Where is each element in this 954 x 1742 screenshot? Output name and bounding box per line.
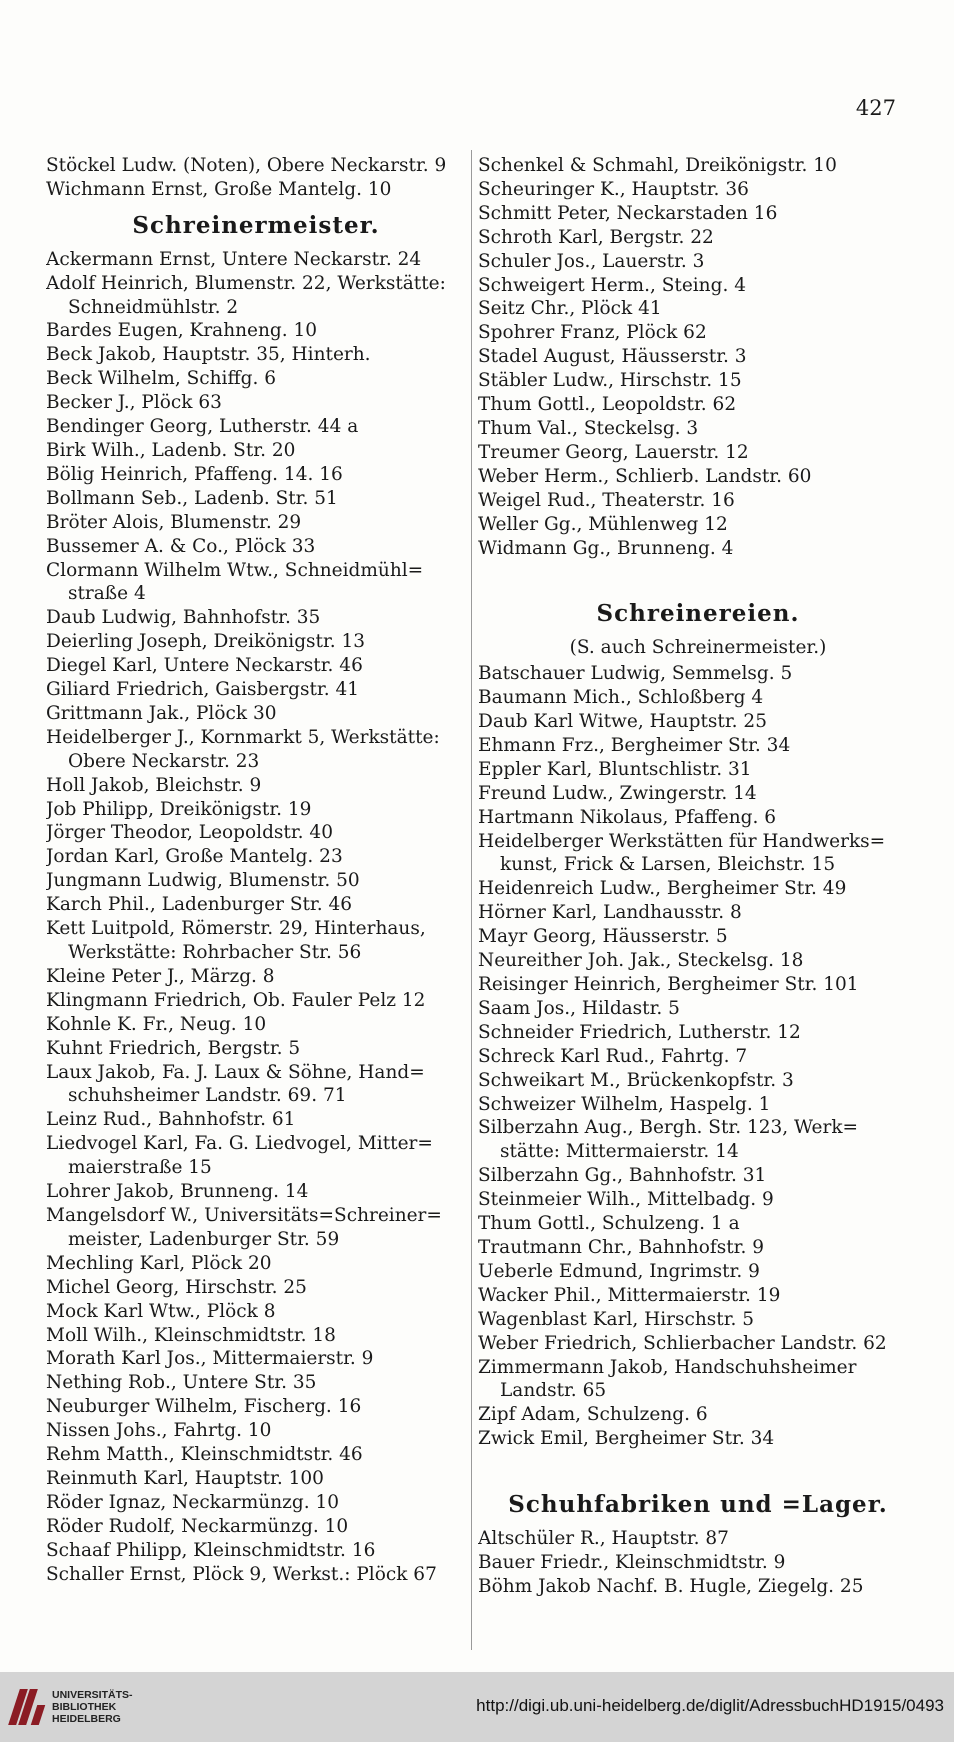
directory-entry: Steinmeier Wilh., Mittelbadg. 9: [478, 1189, 774, 1211]
directory-entry: Scheuringer K., Hauptstr. 36: [478, 178, 749, 200]
directory-entry: Weber Herm., Schlierb. Landstr. 60: [478, 465, 812, 487]
directory-entry: Schweizer Wilhelm, Haspelg. 1: [478, 1093, 771, 1115]
directory-entry: Mock Karl Wtw., Plöck 8: [46, 1300, 276, 1322]
directory-entry: Diegel Karl, Untere Neckarstr. 46: [46, 655, 363, 677]
section-heading: Schuhfabriken und =Lager.: [508, 1491, 888, 1519]
directory-entry: Treumer Georg, Lauerstr. 12: [478, 441, 749, 463]
directory-entry: Becker J., Plöck 63: [46, 392, 222, 414]
directory-entry: Grittmann Jak., Plöck 30: [46, 702, 277, 724]
directory-entry: Adolf Heinrich, Blumenstr. 22, Werkstätte:: [46, 272, 446, 294]
directory-entry-continuation: kunst, Frick & Larsen, Bleichstr. 15: [500, 854, 836, 876]
directory-entry: Jordan Karl, Große Mantelg. 23: [46, 846, 343, 868]
directory-entry: Michel Georg, Hirschstr. 25: [46, 1276, 307, 1298]
directory-entry: Weber Friedrich, Schlierbacher Landstr. 62: [478, 1332, 887, 1354]
directory-entry: Stäbler Ludw., Hirschstr. 15: [478, 370, 742, 392]
directory-entry: Schaller Ernst, Plöck 9, Werkst.: Plöck 67: [46, 1563, 437, 1585]
directory-entry: Zwick Emil, Bergheimer Str. 34: [478, 1428, 775, 1450]
directory-entry: Kleine Peter J., Märzg. 8: [46, 965, 275, 987]
directory-entry: Bardes Eugen, Krahneng. 10: [46, 320, 318, 342]
directory-entry: Thum Val., Steckelsg. 3: [478, 417, 699, 439]
left-column: [46, 154, 466, 1586]
directory-entry: Jörger Theodor, Leopoldstr. 40: [46, 822, 333, 844]
directory-entry-continuation: Werkstätte: Rohrbacher Str. 56: [68, 942, 362, 963]
directory-entry: Job Philipp, Dreikönigstr. 19: [46, 798, 312, 820]
directory-entry: Stadel August, Häusserstr. 3: [478, 346, 747, 368]
directory-entry: Wagenblast Karl, Hirschstr. 5: [478, 1308, 755, 1330]
directory-entry: Giliard Friedrich, Gaisbergstr. 41: [46, 679, 360, 701]
directory-entry: Lohrer Jakob, Brunneng. 14: [46, 1181, 309, 1203]
directory-entry: Widmann Gg., Brunneng. 4: [478, 537, 734, 559]
university-logo-icon: [12, 1685, 42, 1729]
directory-entry: Schweigert Herm., Steing. 4: [478, 274, 746, 296]
directory-entry: Seitz Chr., Plöck 41: [478, 298, 662, 320]
directory-entry: Laux Jakob, Fa. J. Laux & Söhne, Hand=: [46, 1061, 425, 1083]
directory-entry: Heidelberger Werkstätten für Handwerks=: [478, 830, 886, 852]
directory-entry: Reisinger Heinrich, Bergheimer Str. 101: [478, 974, 859, 995]
directory-entry: Neureither Joh. Jak., Steckelsg. 18: [478, 950, 804, 972]
directory-entry: Schenkel & Schmahl, Dreikönigstr. 10: [478, 155, 837, 176]
source-url-link[interactable]: http://digi.ub.uni-heidelberg.de/diglit/AdressbuchHD1915/0493: [476, 1696, 944, 1715]
directory-entry: Silberzahn Gg., Bahnhofstr. 31: [478, 1165, 767, 1187]
section-gap: [478, 1451, 918, 1481]
directory-entry: Eppler Karl, Bluntschlistr. 31: [478, 758, 752, 780]
directory-entry: Kohnle K. Fr., Neug. 10: [46, 1013, 267, 1035]
directory-entry: Daub Ludwig, Bahnhofstr. 35: [46, 607, 321, 629]
directory-entry: Leinz Rud., Bahnhofstr. 61: [46, 1109, 296, 1131]
directory-entry: Schaaf Philipp, Kleinschmidtstr. 16: [46, 1539, 376, 1561]
directory-entry: Ehmann Frz., Bergheimer Str. 34: [478, 734, 791, 756]
directory-entry: Zimmermann Jakob, Handschuhsheimer: [478, 1356, 857, 1378]
section-heading: Schreinermeister.: [132, 211, 380, 239]
directory-entry: Hörner Karl, Landhausstr. 8: [478, 902, 742, 924]
directory-entry: Reinmuth Karl, Hauptstr. 100: [46, 1467, 324, 1489]
directory-entry: Zipf Adam, Schulzeng. 6: [478, 1404, 708, 1426]
directory-entry: Schmitt Peter, Neckarstaden 16: [478, 202, 778, 224]
directory-entry: Heidenreich Ludw., Bergheimer Str. 49: [478, 878, 847, 900]
directory-entry: Röder Rudolf, Neckarmünzg. 10: [46, 1515, 349, 1537]
library-name: UNIVERSITÄTS- BIBLIOTHEK HEIDELBERG: [52, 1689, 133, 1725]
directory-entry: Freund Ludw., Zwingerstr. 14: [478, 782, 757, 804]
directory-entry: Trautmann Chr., Bahnhofstr. 9: [478, 1236, 764, 1258]
directory-entry: Birk Wilh., Ladenb. Str. 20: [46, 439, 296, 461]
directory-entry: Saam Jos., Hildastr. 5: [478, 997, 680, 1019]
directory-entry: Mangelsdorf W., Universitäts=Schreiner=: [46, 1204, 442, 1226]
directory-entry: Schroth Karl, Bergstr. 22: [478, 226, 714, 248]
directory-entry: Schuler Jos., Lauerstr. 3: [478, 250, 705, 272]
directory-entry: Spohrer Franz, Plöck 62: [478, 322, 707, 344]
page-number: 427: [855, 96, 896, 120]
directory-entry: Neuburger Wilhelm, Fischerg. 16: [46, 1396, 362, 1418]
directory-entry: Wichmann Ernst, Große Mantelg. 10: [46, 178, 392, 200]
directory-entry: Röder Ignaz, Neckarmünzg. 10: [46, 1491, 340, 1513]
directory-entry: Weller Gg., Mühlenweg 12: [478, 513, 728, 535]
directory-entry: Morath Karl Jos., Mittermaierstr. 9: [46, 1348, 374, 1370]
directory-entry: Bauer Friedr., Kleinschmidtstr. 9: [478, 1551, 786, 1573]
directory-entry: Karch Phil., Ladenburger Str. 46: [46, 894, 353, 916]
directory-entry-continuation: stätte: Mittermaierstr. 14: [500, 1141, 739, 1163]
directory-entry: Hartmann Nikolaus, Pfaffeng. 6: [478, 806, 776, 828]
directory-entry: Heidelberger J., Kornmarkt 5, Werkstätte:: [46, 726, 440, 748]
directory-entry: Bölig Heinrich, Pfaffeng. 14. 16: [46, 463, 343, 485]
directory-entry: Wacker Phil., Mittermaierstr. 19: [478, 1284, 781, 1306]
directory-entry-continuation: Obere Neckarstr. 23: [68, 750, 260, 772]
directory-entry: Thum Gottl., Leopoldstr. 62: [478, 394, 737, 416]
directory-entry: Clormann Wilhelm Wtw., Schneidmühl=: [46, 559, 424, 581]
directory-entry: Liedvogel Karl, Fa. G. Liedvogel, Mitter=: [46, 1133, 433, 1155]
section-gap: [478, 560, 918, 590]
directory-entry: Moll Wilh., Kleinschmidtstr. 18: [46, 1324, 336, 1346]
directory-entry: Batschauer Ludwig, Semmelsg. 5: [478, 663, 793, 685]
viewer-footer: [0, 1672, 954, 1742]
directory-entry: Bussemer A. & Co., Plöck 33: [46, 535, 316, 557]
right-column: [478, 154, 918, 1599]
directory-entry: Beck Jakob, Hauptstr. 35, Hinterh.: [46, 344, 371, 366]
directory-entry: Deierling Joseph, Dreikönigstr. 13: [46, 631, 366, 653]
directory-entry: Holl Jakob, Bleichstr. 9: [46, 774, 262, 796]
directory-entry: Baumann Mich., Schloßberg 4: [478, 687, 764, 709]
directory-entry: Klingmann Friedrich, Ob. Fauler Pelz 12: [46, 989, 426, 1011]
directory-entry: Thum Gottl., Schulzeng. 1 a: [478, 1213, 740, 1235]
directory-entry-continuation: maierstraße 15: [68, 1157, 212, 1179]
directory-entry: Schreck Karl Rud., Fahrtg. 7: [478, 1045, 748, 1067]
column-divider: [471, 150, 472, 1650]
directory-entry: Silberzahn Aug., Bergh. Str. 123, Werk=: [478, 1117, 859, 1139]
directory-entry: Kett Luitpold, Römerstr. 29, Hinterhaus,: [46, 918, 426, 940]
directory-entry-continuation: straße 4: [68, 583, 146, 605]
directory-entry-continuation: Landstr. 65: [500, 1380, 607, 1402]
directory-entry: Böhm Jakob Nachf. B. Hugle, Ziegelg. 25: [478, 1575, 864, 1597]
directory-entry: Rehm Matth., Kleinschmidtstr. 46: [46, 1444, 363, 1466]
directory-entry: Kuhnt Friedrich, Bergstr. 5: [46, 1037, 301, 1059]
section-subheading: (S. auch Schreinermeister.): [569, 637, 827, 659]
directory-entry-continuation: schuhsheimer Landstr. 69. 71: [68, 1085, 347, 1107]
directory-entry: Bendinger Georg, Lutherstr. 44 a: [46, 416, 359, 438]
directory-entry: Schweikart M., Brückenkopfstr. 3: [478, 1069, 794, 1091]
directory-entry-continuation: Schneidmühlstr. 2: [68, 296, 239, 318]
directory-entry: Schneider Friedrich, Lutherstr. 12: [478, 1021, 801, 1043]
directory-entry: Daub Karl Witwe, Hauptstr. 25: [478, 711, 767, 733]
directory-entry: Ueberle Edmund, Ingrimstr. 9: [478, 1260, 760, 1282]
directory-entry: Jungmann Ludwig, Blumenstr. 50: [46, 870, 360, 892]
directory-entry: Stöckel Ludw. (Noten), Obere Neckarstr. 9: [46, 155, 447, 176]
section-heading: Schreinereien.: [596, 600, 800, 628]
directory-entry: Weigel Rud., Theaterstr. 16: [478, 489, 735, 511]
directory-entry: Ackermann Ernst, Untere Neckarstr. 24: [46, 248, 422, 270]
directory-entry: Beck Wilhelm, Schiffg. 6: [46, 368, 276, 390]
directory-entry: Nissen Johs., Fahrtg. 10: [46, 1420, 272, 1442]
directory-entry: Mayr Georg, Häusserstr. 5: [478, 926, 728, 948]
directory-entry: Nething Rob., Untere Str. 35: [46, 1372, 317, 1394]
directory-entry: Bollmann Seb., Ladenb. Str. 51: [46, 487, 338, 509]
directory-entry: Mechling Karl, Plöck 20: [46, 1252, 272, 1274]
directory-entry-continuation: meister, Ladenburger Str. 59: [68, 1228, 340, 1250]
directory-entry: Altschüler R., Hauptstr. 87: [478, 1528, 729, 1550]
directory-entry: Bröter Alois, Blumenstr. 29: [46, 511, 302, 533]
